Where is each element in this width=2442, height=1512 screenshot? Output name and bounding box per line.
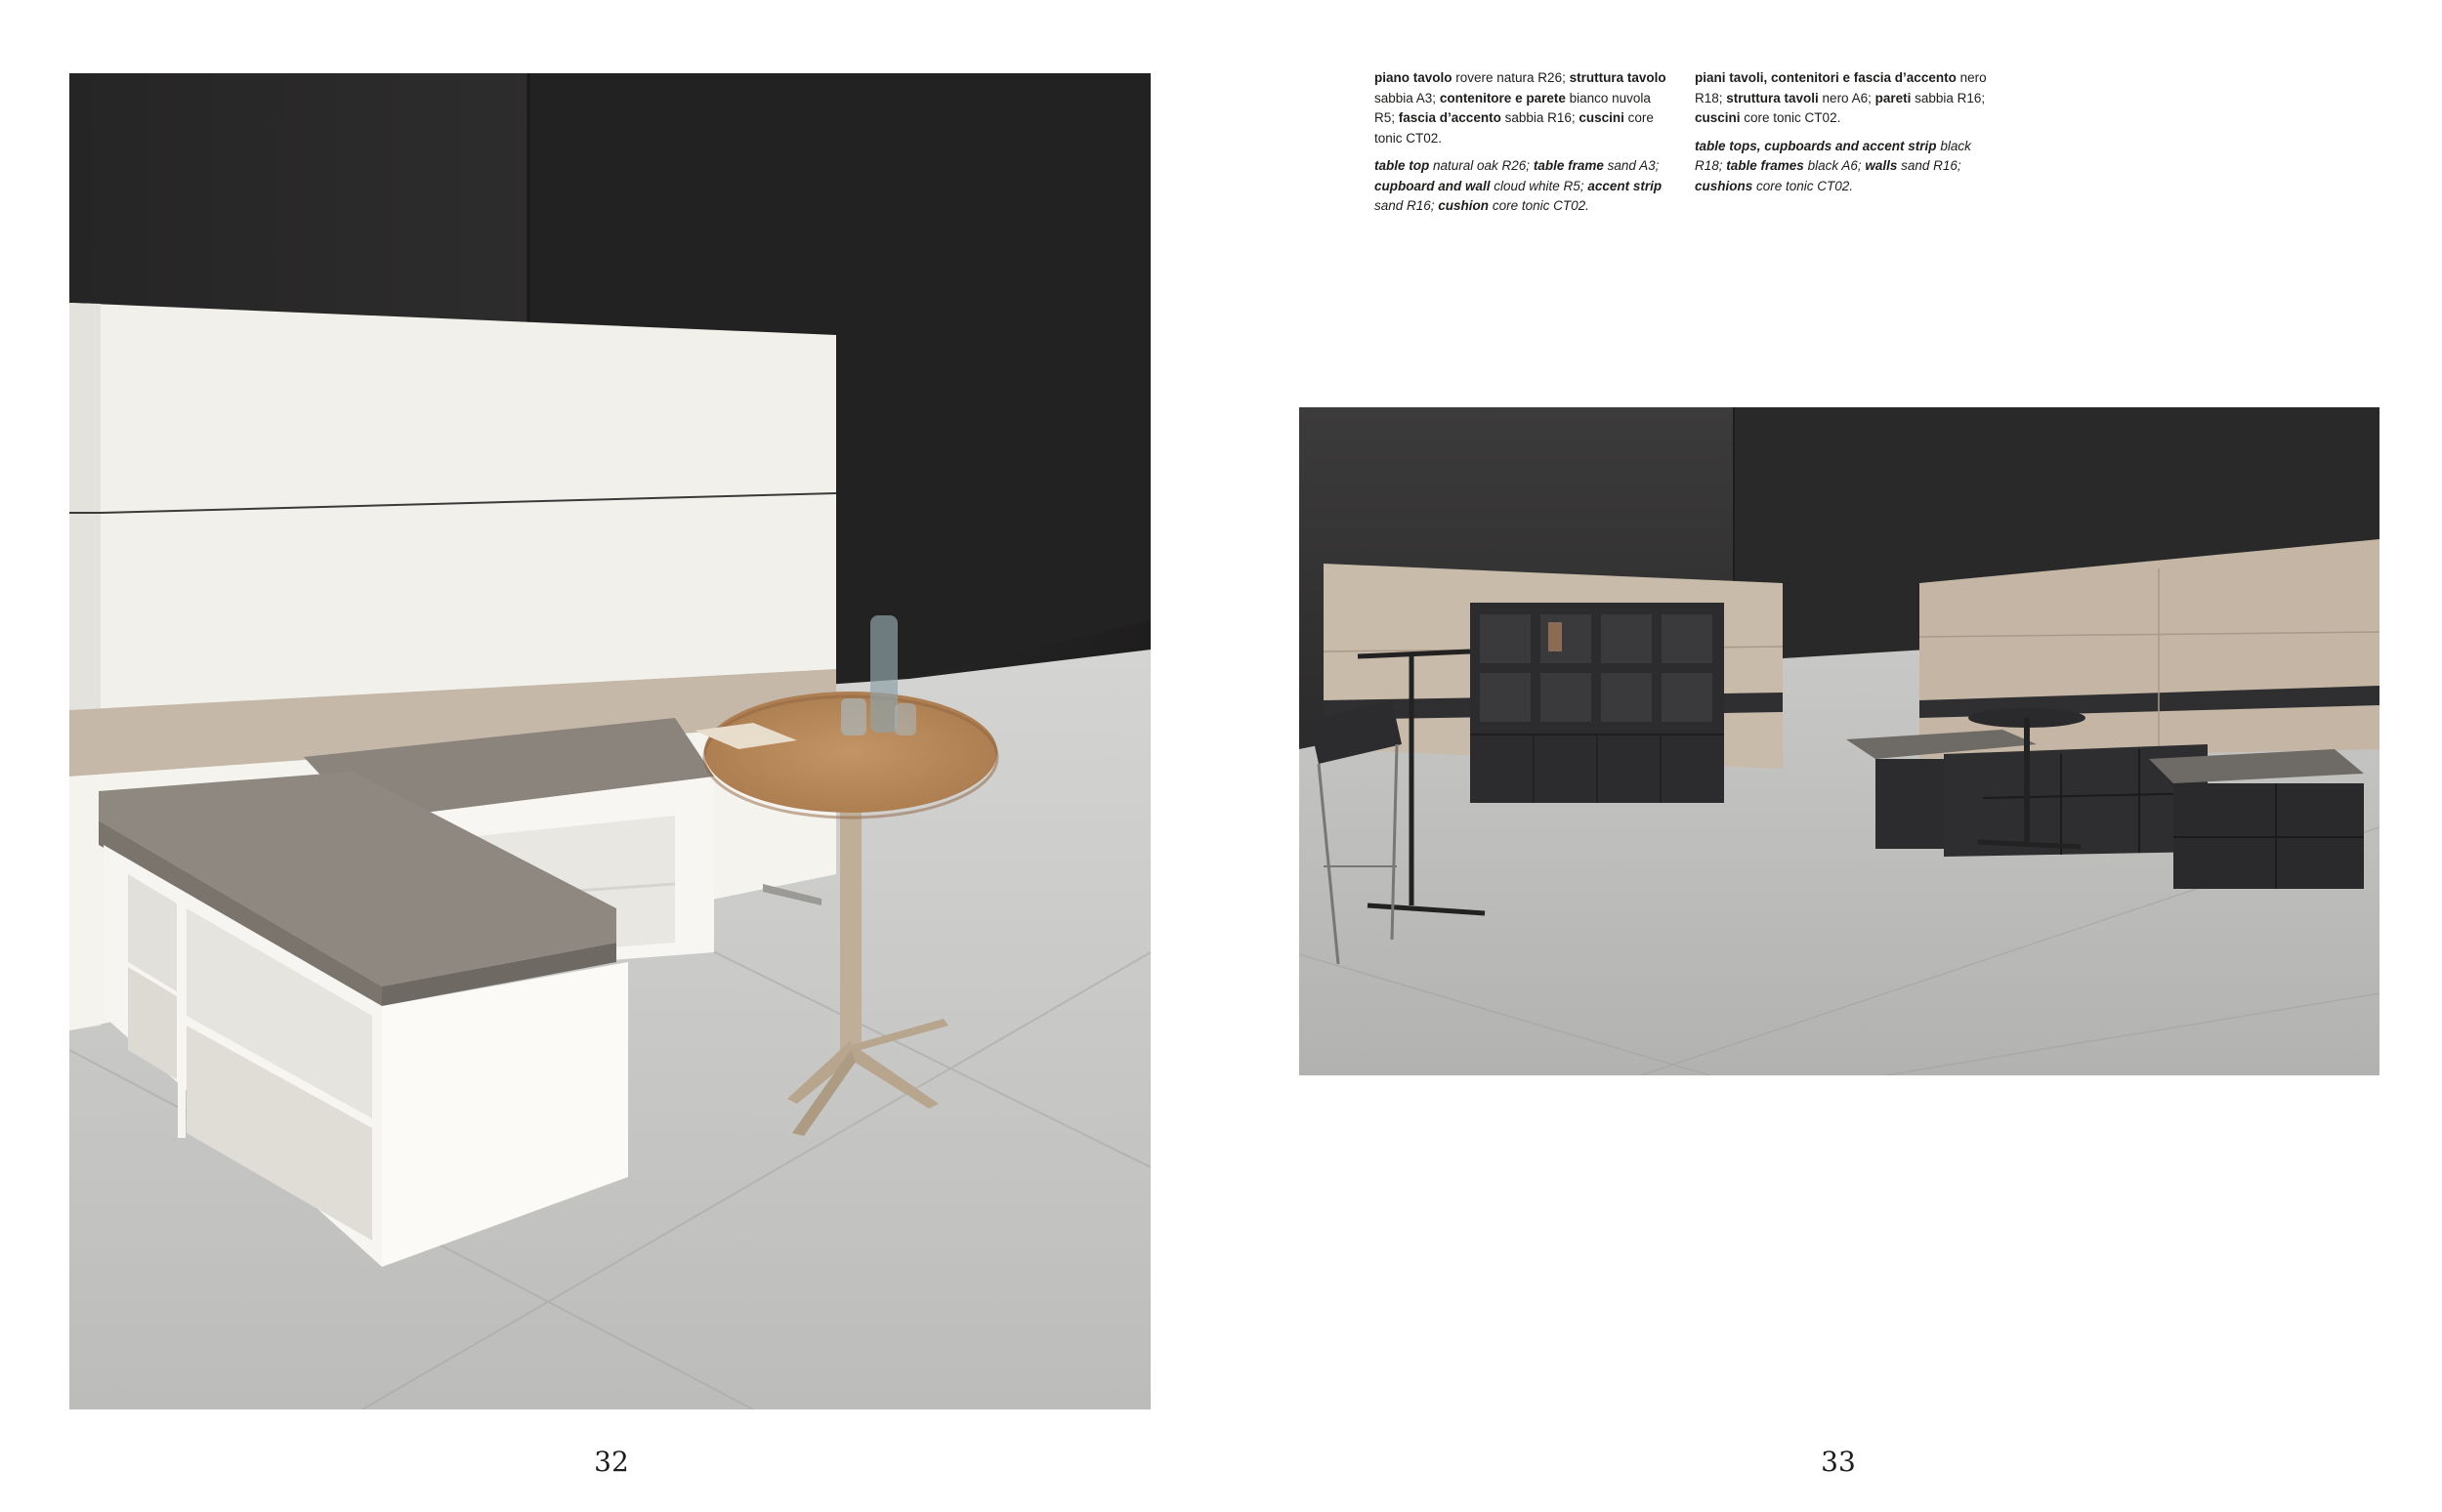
lounge-scene-illustration (69, 73, 1151, 1409)
caption-text: sand A3; (1603, 158, 1660, 173)
caption-text: sabbia A3; (1374, 90, 1440, 105)
caption-1-italian (1374, 68, 1667, 148)
caption-text: table top (1374, 158, 1430, 173)
black-furniture-scene-illustration (1299, 407, 2379, 1075)
caption-right-column (1695, 68, 1988, 204)
page-number-left: 32 (594, 1446, 629, 1478)
caption-text: accent strip (1587, 178, 1663, 193)
caption-text: struttura tavoli (1726, 90, 1819, 105)
page-number-right: 33 (1821, 1446, 1856, 1478)
caption-text: table tops, cupboards and accent strip (1695, 138, 1937, 153)
caption-text: cushions (1695, 178, 1753, 193)
photo-lounge-white-bench (69, 73, 1151, 1409)
caption-text: struttura tavolo (1569, 70, 1666, 85)
caption-text: piani tavoli, contenitori e fascia d’accento (1695, 70, 1957, 85)
caption-2-english (1695, 137, 1988, 197)
caption-text: nero A6; (1818, 90, 1875, 105)
caption-text: walls (1865, 158, 1898, 173)
caption-text: rovere natura R26; (1452, 70, 1570, 85)
caption-text: cupboard and wall (1374, 178, 1491, 193)
caption-text: pareti (1874, 90, 1912, 105)
caption-text: sabbia R16; (1911, 90, 1986, 105)
caption-1-english (1374, 156, 1667, 217)
caption-text: contenitore e parete (1439, 90, 1566, 105)
caption-text: core tonic CT02. (1752, 178, 1854, 193)
caption-left-column (1374, 68, 1667, 225)
caption-text: cushion (1438, 198, 1490, 213)
caption-text: natural oak R26; (1429, 158, 1534, 173)
caption-text: black A6; (1803, 158, 1866, 173)
caption-text: sabbia R16; (1500, 110, 1579, 125)
caption-text: fascia d’accento (1398, 110, 1501, 125)
caption-text: bianco nuvola R5; (1374, 90, 1651, 125)
caption-text: core tonic CT02. (1740, 110, 1841, 125)
caption-text: sand R16; (1374, 198, 1439, 213)
caption-text: table frame (1533, 158, 1604, 173)
caption-text: sand R16; (1897, 158, 1961, 173)
caption-text: core tonic CT02. (1489, 198, 1589, 213)
photo-lounge-black-furniture (1299, 407, 2379, 1075)
caption-text: nero R18; (1695, 70, 1987, 105)
caption-text: black R18; (1695, 138, 1971, 173)
caption-text: piano tavolo (1374, 70, 1453, 85)
caption-text: table frames (1726, 158, 1804, 173)
caption-text: core tonic CT02. (1374, 110, 1654, 146)
caption-2-italian (1695, 68, 1988, 129)
caption-text: cloud white R5; (1490, 178, 1588, 193)
caption-text: cuscini (1579, 110, 1624, 125)
caption-text: cuscini (1695, 110, 1741, 125)
